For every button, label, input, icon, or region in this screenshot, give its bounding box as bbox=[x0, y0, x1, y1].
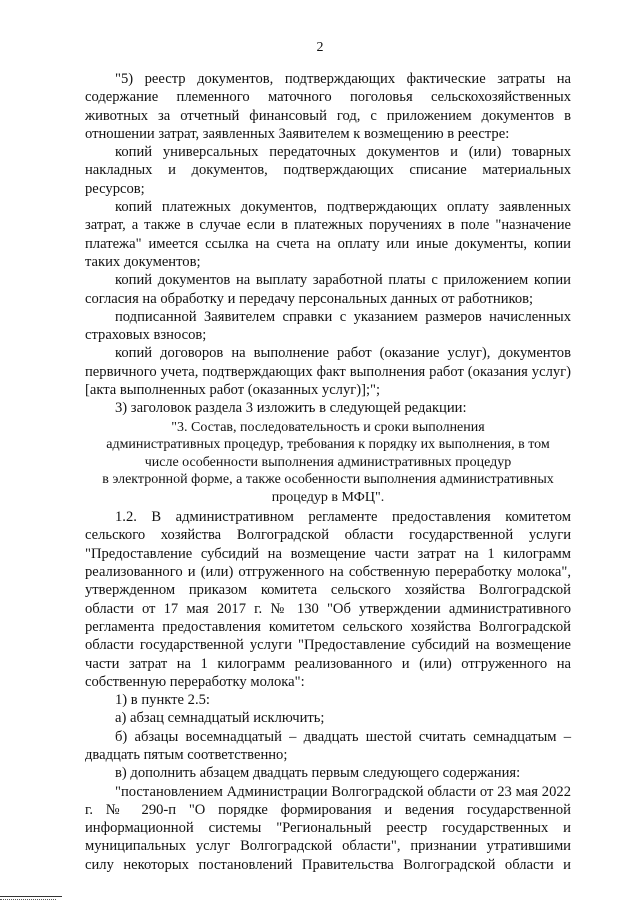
paragraph-subitem-v: в) дополнить абзацем двадцать первым следующего содержания: bbox=[115, 765, 521, 782]
paragraph-point-2-5: 1) в пункте 2.5: bbox=[115, 692, 210, 709]
section-heading-line: процедур в МФЦ". bbox=[271, 489, 385, 505]
document-body bbox=[85, 70, 571, 874]
footer-rule bbox=[0, 896, 62, 897]
paragraph-subitem-a: а) абзац семнадцатый исключить; bbox=[115, 710, 325, 727]
section-heading-line: административных процедур, требования к порядку их выполнения, в том bbox=[106, 437, 550, 453]
paragraph-resolution-290p: "постановлением Администрации Волгоградской области от 23 мая 2022 г. № 290-п "О порядке формирования и ведения государственной информационной системы "Региональный реестр государственных и муниципальных услуг Волгоградской области", признании утратившими силу некоторых постановлений Правительства Волгоградской области и bbox=[85, 783, 571, 873]
section-heading-line: в электронной форме, а также особенности выполнения административных bbox=[102, 472, 554, 488]
section-heading-line: "3. Состав, последовательность и сроки выполнения bbox=[171, 419, 485, 435]
paragraph-registry: "5) реестр документов, подтверждающих фактические затраты на содержание племенного маточного поголовья сельскохозяйственных животных за отчетный финансовый год, с приложением документов в отношении затрат, заявленных Заявителем к возмещению в реестре: bbox=[85, 71, 571, 142]
paragraph-regulation-1-2: 1.2. В административном регламенте предоставления комитетом сельского хозяйства Волгоградской области государственной услуги "Предоставление субсидий на возмещение части затрат на 1 килограмм реализованного и (или) отгруженного на собственную переработку молока", утвержденном приказом комитета сельского хозяйства Волгоградской области от 17 мая 2017 г. № 130 "Об утверждении административного регламента предоставления комитетом сельского хозяйства Волгоградской области государственной услуги "Предоставление субсидий на возмещение части затрат на 1 килограмм реализованного и (или) отгруженного на собственную переработку молока": bbox=[85, 509, 571, 690]
paragraph-upd-copies: копий универсальных передаточных документов и (или) товарных накладных и документов, подтверждающих списание материальных ресурсов; bbox=[85, 144, 571, 197]
section-heading-line: числе особенности выполнения административных процедур bbox=[144, 454, 512, 470]
paragraph-contracts: копий договоров на выполнение работ (оказание услуг), документов первичного учета, подтверждающих факт выполнения работ (оказания услуг) [акта выполненных работ (оказанных услуг)];"; bbox=[85, 345, 571, 399]
paragraph-insurance-certificate: подписанной Заявителем справки с указанием размеров начисленных страховых взносов; bbox=[85, 308, 571, 344]
paragraph-subitem-b: б) абзацы восемнадцатый – двадцать шестой считать семнадцатым – двадцать пятым соответственно; bbox=[85, 728, 571, 763]
page-number: 2 bbox=[316, 40, 324, 55]
paragraph-section3-title-change: 3) заголовок раздела 3 изложить в следующей редакции: bbox=[115, 400, 467, 417]
section-heading bbox=[85, 419, 571, 507]
paragraph-payment-docs: копий платежных документов, подтверждающих оплату заявленных затрат, а также в случае если в платежных поручениях в поле "назначение платежа" имеется ссылка на счета на оплату или иные документы, копии таких документов; bbox=[85, 199, 571, 270]
paragraph-salary-docs: копий документов на выплату заработной платы с приложением копии согласия на обработку и передачу персональных данных от работников; bbox=[85, 272, 571, 307]
footer-rule-dotted bbox=[0, 899, 56, 900]
